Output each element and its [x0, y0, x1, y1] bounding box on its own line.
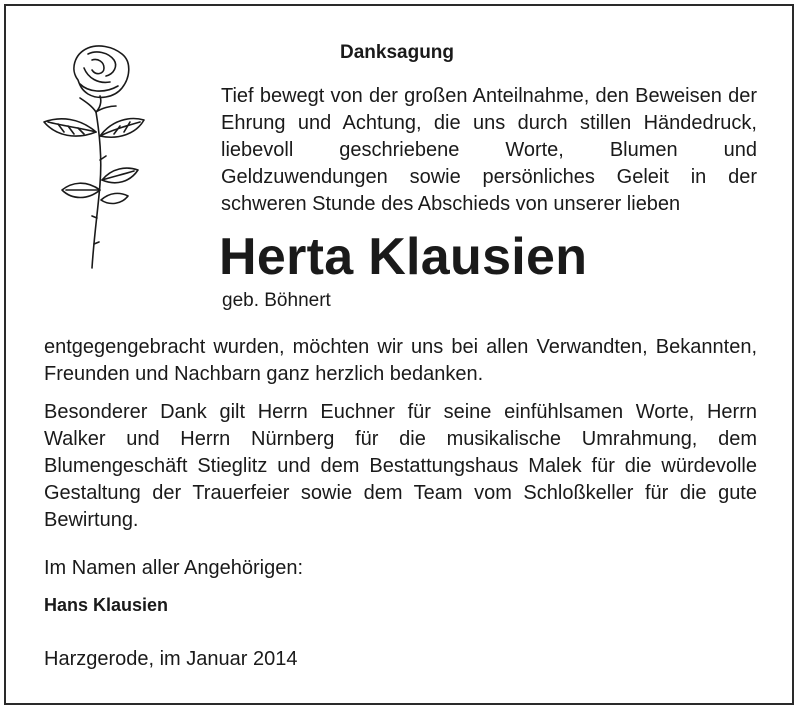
signer-name: Hans Klausien: [44, 595, 169, 615]
deceased-name: Herta Klausien: [219, 228, 588, 286]
closing-line: Im Namen aller Angehörigen:: [44, 557, 304, 579]
notice-title: Danksagung: [340, 42, 455, 63]
special-thanks-paragraph: Besonderer Dank gilt Herrn Euchner für seine einfühlsamen Worte, Herrn Walker und Herrn Nürnberg für die musikalische Umrahmung, dem Blumengeschäft Stieglitz und dem Bestattungshaus Malek für die würdevolle Gestaltung der Trauerfeier sowie dem Team vom Schloßkeller für die gute Bewirtung.: [44, 401, 757, 531]
rose-icon: [40, 40, 155, 275]
thanks-paragraph: entgegengebracht wurden, möchten wir uns bei allen Verwandten, Bekannten, Freunden und Nachbarn ganz herzlich bedanken.: [44, 336, 757, 385]
maiden-name: geb. Böhnert: [222, 290, 331, 311]
place-date: Harzgerode, im Januar 2014: [44, 648, 298, 670]
intro-paragraph: Tief bewegt von der großen Anteilnahme, den Beweisen der Ehrung und Achtung, die uns durch stillen Händedruck, liebevoll geschriebene Worte, Blumen und Geldzuwendungen sowie persönliches Geleit in der schweren Stunde des Abschieds von unserer lieben: [221, 85, 757, 215]
